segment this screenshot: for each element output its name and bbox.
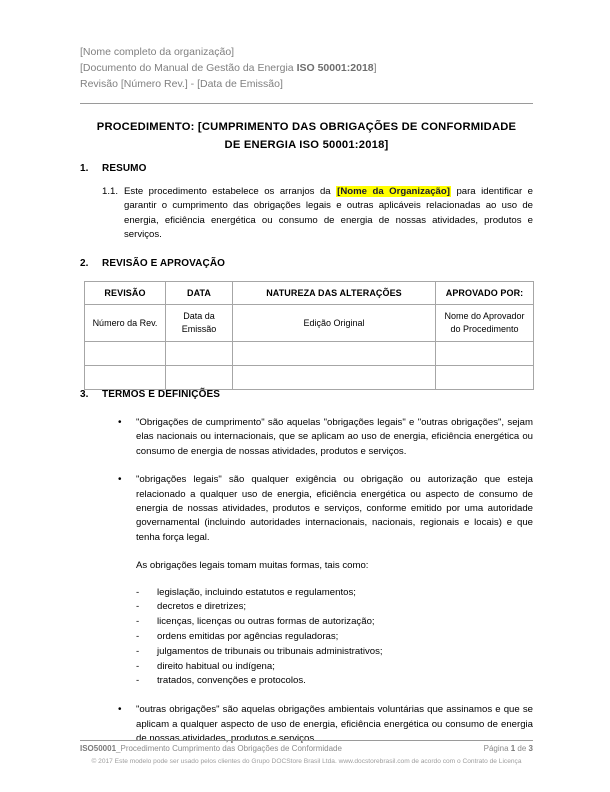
table-header-natureza: NATUREZA DAS ALTERAÇÕES: [233, 282, 436, 305]
footer-divider: [80, 740, 533, 741]
table-cell-aprovado[interactable]: [436, 366, 534, 390]
terms-bullet-list: [80, 416, 533, 545]
table-row: [85, 366, 534, 390]
list-item: [136, 615, 533, 630]
subsection-1-1-text-before: Este procedimento estabelece os arranjos da: [124, 186, 337, 197]
section-heading-2: [80, 257, 533, 271]
table-cell-aprovado[interactable]: [436, 342, 534, 366]
list-item: [136, 645, 533, 660]
list-item: [136, 630, 533, 645]
page-title-line1: PROCEDIMENTO: [CUMPRIMENTO DAS OBRIGAÇÕES DE CONFORMIDADE: [96, 121, 517, 133]
dash-icon: -: [136, 601, 140, 613]
dash-icon: -: [136, 675, 140, 687]
legal-form-item: decretos e diretrizes;: [157, 601, 247, 613]
table-cell-revisao[interactable]: [85, 366, 166, 390]
term-definition-outras-obrigacoes: "outras obrigações" são aquelas obrigações ambientais voluntárias que assinamos e que se aplicam a qualquer aspecto de uso de energia, eficiência energética ou consumo de energia de nossas atividades, produtos e serviços.: [136, 704, 533, 745]
table-cell-natureza[interactable]: [233, 366, 436, 390]
table-cell-data[interactable]: [166, 366, 233, 390]
section-3-number: 3.: [80, 389, 89, 400]
list-item: [118, 473, 533, 545]
table-cell-natureza[interactable]: Edição Original: [233, 305, 436, 342]
term-definition-obrigacoes-legais: "obrigações legais" são qualquer exigência ou obrigação ou autorização que esteja relacionado a qualquer uso de energia, eficiência energética ou aspecto de consumo de energia de nossas atividades, produtos e serviços, conforme emitido por uma autoridade governamental (incluindo autoridades internacionais, nacionais, regionais e locais) e que tenha força legal.: [136, 474, 533, 543]
dash-icon: -: [136, 586, 140, 598]
bullet-icon: •: [118, 474, 122, 486]
table-cell-revisao[interactable]: Número da Rev.: [85, 305, 166, 342]
table-header-revisao: REVISÃO: [85, 282, 166, 305]
header-revision-line: Revisão [Número Rev.] - [Data de Emissão]: [80, 78, 283, 90]
footer-document-code: ISO50001: [80, 744, 117, 753]
subsection-1-1-text: [124, 185, 533, 243]
header-iso-standard: ISO 50001:2018: [296, 62, 374, 74]
document-header: [80, 44, 533, 92]
section-heading-1: [80, 162, 533, 176]
table-cell-revisao[interactable]: [85, 342, 166, 366]
table-row: [85, 305, 534, 342]
dash-icon: -: [136, 660, 140, 672]
list-item: [136, 674, 533, 689]
table-cell-natureza[interactable]: [233, 342, 436, 366]
footer-page-total: 3: [528, 744, 533, 753]
document-body-top: [80, 162, 533, 271]
section-2-number: 2.: [80, 257, 89, 269]
section-heading-3: [80, 388, 533, 402]
document-body-terms: [80, 388, 533, 746]
section-1-title: RESUMO: [102, 163, 147, 174]
header-divider: [80, 103, 533, 104]
header-organization-line: [Nome completo da organização]: [80, 46, 235, 58]
list-item: [118, 416, 533, 459]
dash-icon: -: [136, 631, 140, 643]
page-title: [80, 118, 533, 154]
legal-form-item: ordens emitidas por agências reguladoras;: [157, 631, 339, 643]
legal-form-item: tratados, convenções e protocolos.: [157, 675, 306, 687]
table-header-data: DATA: [166, 282, 233, 305]
table-header-row: [85, 282, 534, 305]
footer-copyright: © 2017 Este modelo pode ser usado pelos clientes do Grupo DOCStore Brasil Ltda. www.docstorebrasil.com de acordo com o Contrato de Licença: [91, 758, 522, 765]
legal-form-item: julgamentos de tribunais ou tribunais administrativos;: [157, 645, 383, 657]
footer-document-reference: [80, 743, 342, 755]
dash-icon: -: [136, 616, 140, 628]
dash-icon: -: [136, 645, 140, 657]
footer-page-middle: de: [515, 744, 529, 753]
bullet-icon: •: [118, 417, 122, 428]
table-header-aprovado: APROVADO POR:: [436, 282, 534, 305]
header-manual-suffix: ]: [373, 62, 377, 74]
table-cell-aprovado[interactable]: Nome do Aprovador do Procedimento: [436, 305, 534, 342]
legal-form-item: legislação, incluindo estatutos e regulamentos;: [157, 586, 356, 598]
list-item: [136, 586, 533, 601]
legal-form-item: direito habitual ou indígena;: [157, 660, 275, 672]
term-definition-obrigacoes-cumprimento: "Obrigações de cumprimento" são aquelas "obrigações legais" e "outras obrigações", sejam elas nacionais ou internacionais, que se aplicam ao uso de energia, eficiência energética ou consumo de energia de nossas atividades, produtos e serviços.: [136, 417, 533, 457]
table-cell-data[interactable]: [166, 342, 233, 366]
footer-page-prefix: Página: [483, 744, 511, 753]
table-row: [85, 342, 534, 366]
footer-page-current: 1: [510, 744, 516, 753]
footer-page-number: [484, 743, 533, 755]
subsection-1-1-text-after: para identificar e garantir o cumprimento das obrigações legais e outras aplicáveis relacionadas ao uso de energia, eficiência energética ou consumo de energia de nossas atividades, produtos e serviços.: [124, 186, 534, 241]
header-manual-line: [80, 60, 533, 76]
organization-name-placeholder: [Nome da Organização]: [337, 186, 450, 197]
list-item: [136, 660, 533, 675]
table-cell-data[interactable]: Data da Emissão: [166, 305, 233, 342]
section-1-number: 1.: [80, 163, 89, 174]
legal-forms-list: [80, 586, 533, 690]
list-item: [136, 600, 533, 615]
bullet-icon: •: [118, 704, 122, 716]
footer-document-name: _Procedimento Cumprimento das Obrigações de Conformidade: [116, 744, 342, 753]
page-title-line2: DE ENERGIA ISO 50001:2018]: [224, 139, 389, 151]
section-2-title: REVISÃO E APROVAÇÃO: [102, 257, 226, 269]
header-manual-prefix: [Documento do Manual de Gestão da Energia: [80, 62, 297, 74]
subsection-1-1: [102, 185, 533, 243]
subsection-1-1-number: 1.1.: [102, 186, 119, 197]
legal-forms-intro: As obrigações legais tomam muitas formas, tais como:: [136, 560, 369, 572]
legal-form-item: licenças, licenças ou outras formas de autorização;: [157, 616, 375, 628]
section-3-title: TERMOS E DEFINIÇÕES: [102, 389, 221, 400]
revision-approval-table: [84, 281, 534, 390]
document-footer: [80, 743, 533, 767]
footer-primary-row: [80, 743, 533, 755]
